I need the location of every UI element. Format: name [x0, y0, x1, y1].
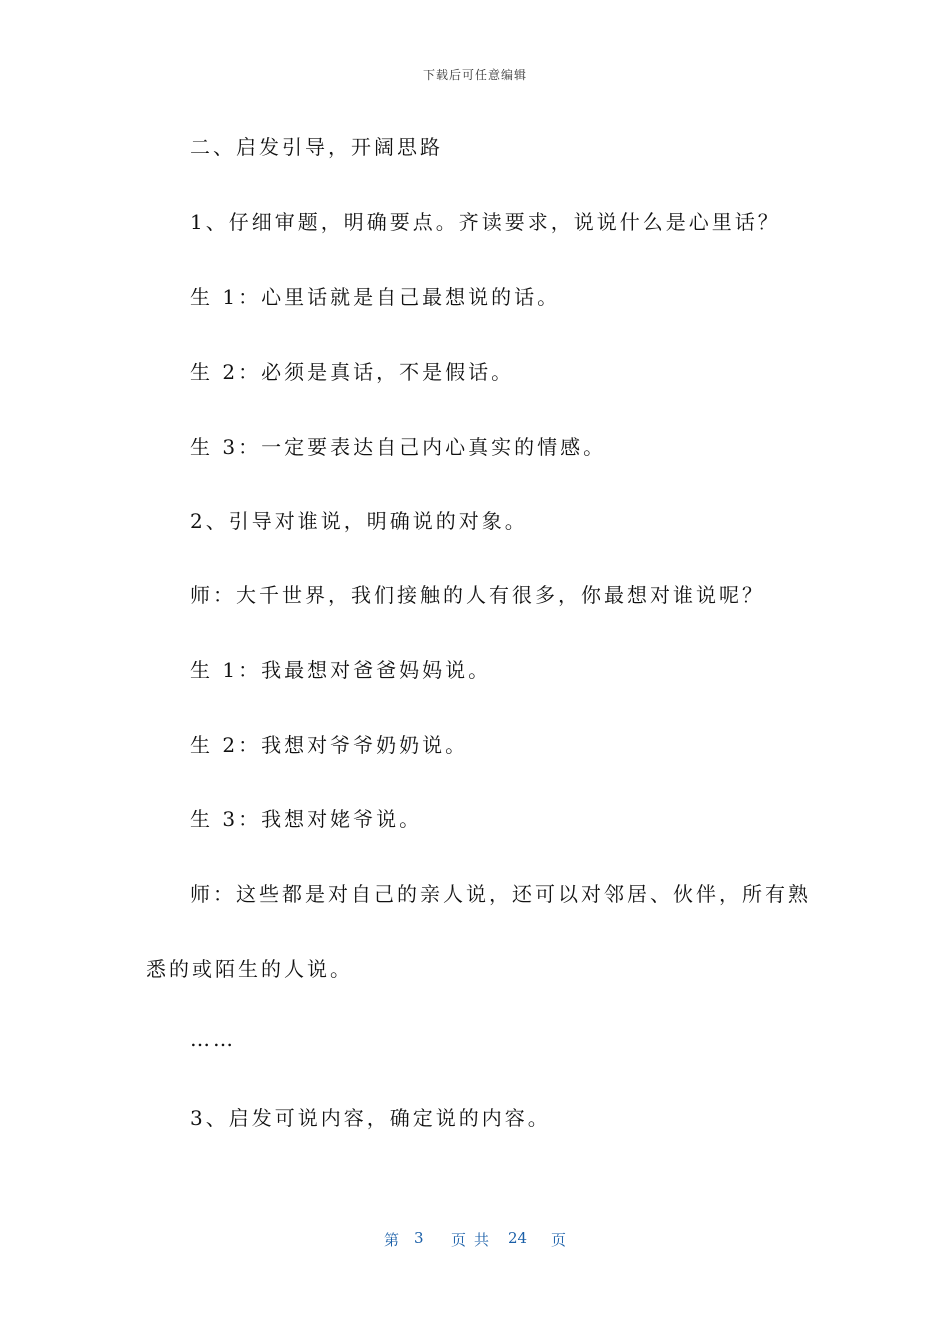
paragraph-line: 生 1：我最想对爸爸妈妈说。 — [190, 658, 492, 682]
footer-page-suffix: 页 — [551, 1231, 567, 1249]
paragraph-line: 3、启发可说内容，确定说的内容。 — [190, 1106, 551, 1130]
paragraph-line: 生 1：心里话就是自己最想说的话。 — [190, 285, 561, 309]
footer-page-prefix: 第 — [384, 1231, 400, 1249]
paragraph-line: 生 2：必须是真话，不是假话。 — [190, 360, 515, 384]
footer-total-pages: 24 — [508, 1229, 528, 1247]
paragraph-line: 悉的或陌生的人说。 — [146, 957, 353, 981]
footer-page-number: 3 — [414, 1229, 424, 1247]
paragraph-line: 2、引导对谁说，明确说的对象。 — [190, 509, 528, 533]
paragraph-line: 生 2：我想对爷爷奶奶说。 — [190, 733, 469, 757]
section-heading: 二、启发引导，开阔思路 — [190, 135, 443, 159]
paragraph-line: 1、仔细审题，明确要点。齐读要求，说说什么是心里话？ — [190, 210, 781, 234]
ellipsis-line: …… — [190, 1027, 236, 1051]
page-header: 下载后可任意编辑 — [422, 68, 527, 82]
paragraph-line: 师：大千世界，我们接触的人有很多，你最想对谁说呢？ — [190, 583, 765, 607]
paragraph-line: 生 3：我想对姥爷说。 — [190, 807, 423, 831]
paragraph-line: 生 3：一定要表达自己内心真实的情感。 — [190, 435, 607, 459]
paragraph-line: 师：这些都是对自己的亲人说，还可以对邻居、伙伴，所有熟 — [190, 882, 811, 906]
footer-page-mid: 页共 — [451, 1231, 498, 1249]
